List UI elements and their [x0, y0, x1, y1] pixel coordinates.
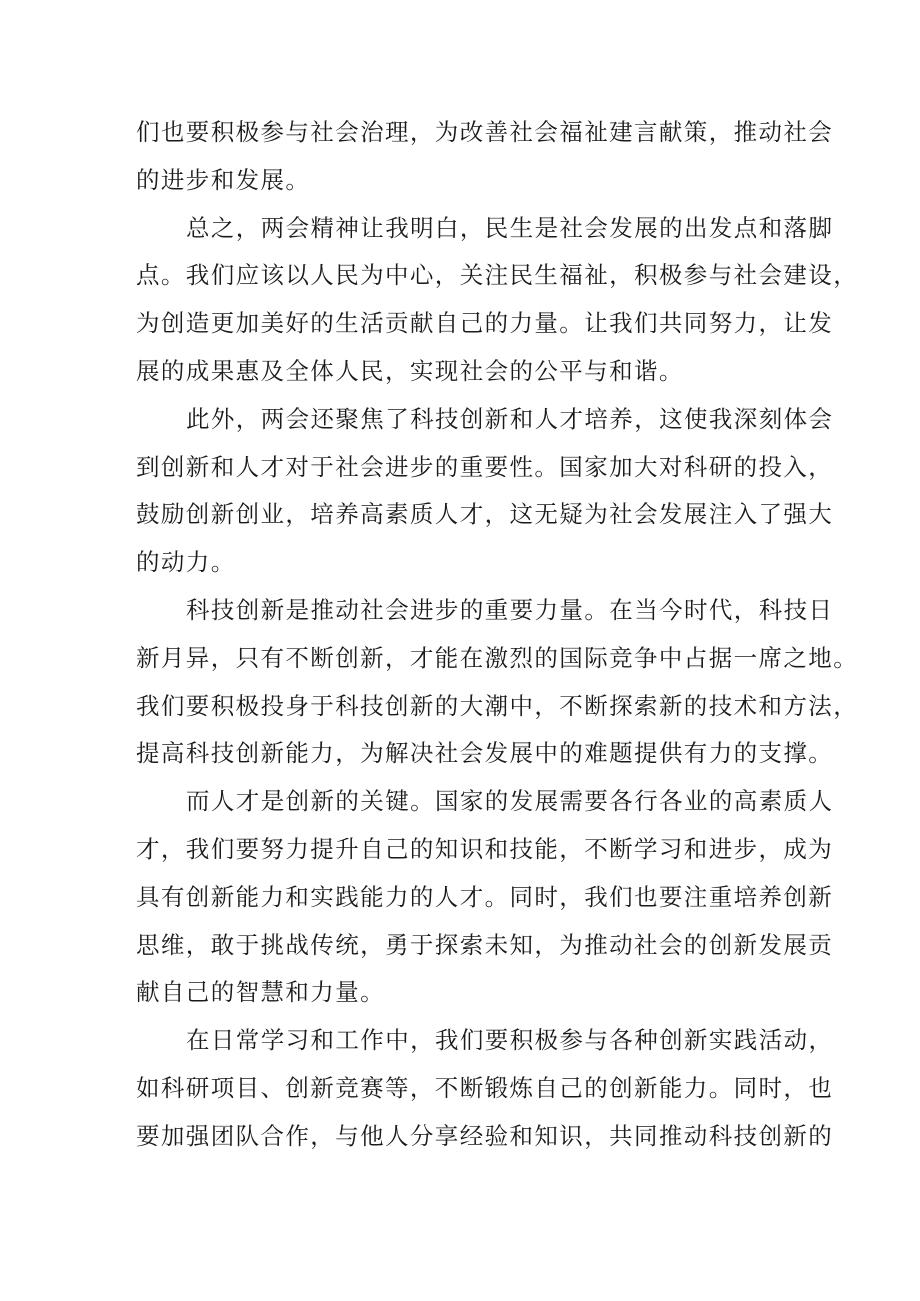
text-line: 此外，两会还聚焦了科技创新和人才培养，这使我深刻体会: [186, 404, 834, 433]
text-line: 展的成果惠及全体人民，实现社会的公平与和谐。: [136, 356, 684, 385]
text-line: 点。我们应该以人民为中心，关注民生福祉，积极参与社会建设，: [136, 261, 859, 290]
text-line: 而人才是创新的关键。国家的发展需要各行各业的高素质人: [186, 787, 834, 816]
text-line: 鼓励创新创业，培养高素质人才，这无疑为社会发展注入了强大: [136, 500, 834, 529]
paragraph-5: [136, 778, 834, 1017]
text-line: 要加强团队合作，与他人分享经验和知识，共同推动科技创新的: [136, 1121, 834, 1150]
text-line: 在日常学习和工作中，我们要积极参与各种创新实践活动，: [186, 1026, 834, 1055]
text-line: 提高科技创新能力，为解决社会发展中的难题提供有力的支撑。: [136, 739, 834, 768]
paragraph-1: [136, 109, 834, 205]
text-line: 的进步和发展。: [136, 165, 311, 194]
paragraph-4: [136, 587, 859, 778]
text-line: 新月异，只有不断创新，才能在激烈的国际竞争中占据一席之地。: [136, 643, 859, 672]
text-line: 到创新和人才对于社会进步的重要性。国家加大对科研的投入，: [136, 452, 834, 481]
text-line: 如科研项目、创新竞赛等，不断锻炼自己的创新能力。同时，也: [136, 1073, 834, 1102]
document-body: [136, 109, 859, 1161]
text-line: 总之，两会精神让我明白，民生是社会发展的出发点和落脚: [186, 213, 834, 242]
paragraph-6: [136, 1017, 834, 1160]
paragraph-2: [136, 205, 859, 396]
text-line: 思维，敢于挑战传统，勇于探索未知，为推动社会的创新发展贡: [136, 930, 834, 959]
text-line: 才，我们要努力提升自己的知识和技能，不断学习和进步，成为: [136, 834, 834, 863]
text-line: 具有创新能力和实践能力的人才。同时，我们也要注重培养创新: [136, 882, 834, 911]
text-line: 献自己的智慧和力量。: [136, 978, 385, 1007]
paragraph-3: [136, 396, 834, 587]
text-line: 科技创新是推动社会进步的重要力量。在当今时代，科技日: [186, 595, 834, 624]
text-line: 们也要积极参与社会治理，为改善社会福祉建言献策，推动社会: [136, 118, 834, 146]
text-line: 的动力。: [136, 548, 236, 577]
text-line: 我们要积极投身于科技创新的大潮中，不断探索新的技术和方法，: [136, 691, 859, 720]
text-line: 为创造更加美好的生活贡献自己的力量。让我们共同努力，让发: [136, 309, 834, 338]
